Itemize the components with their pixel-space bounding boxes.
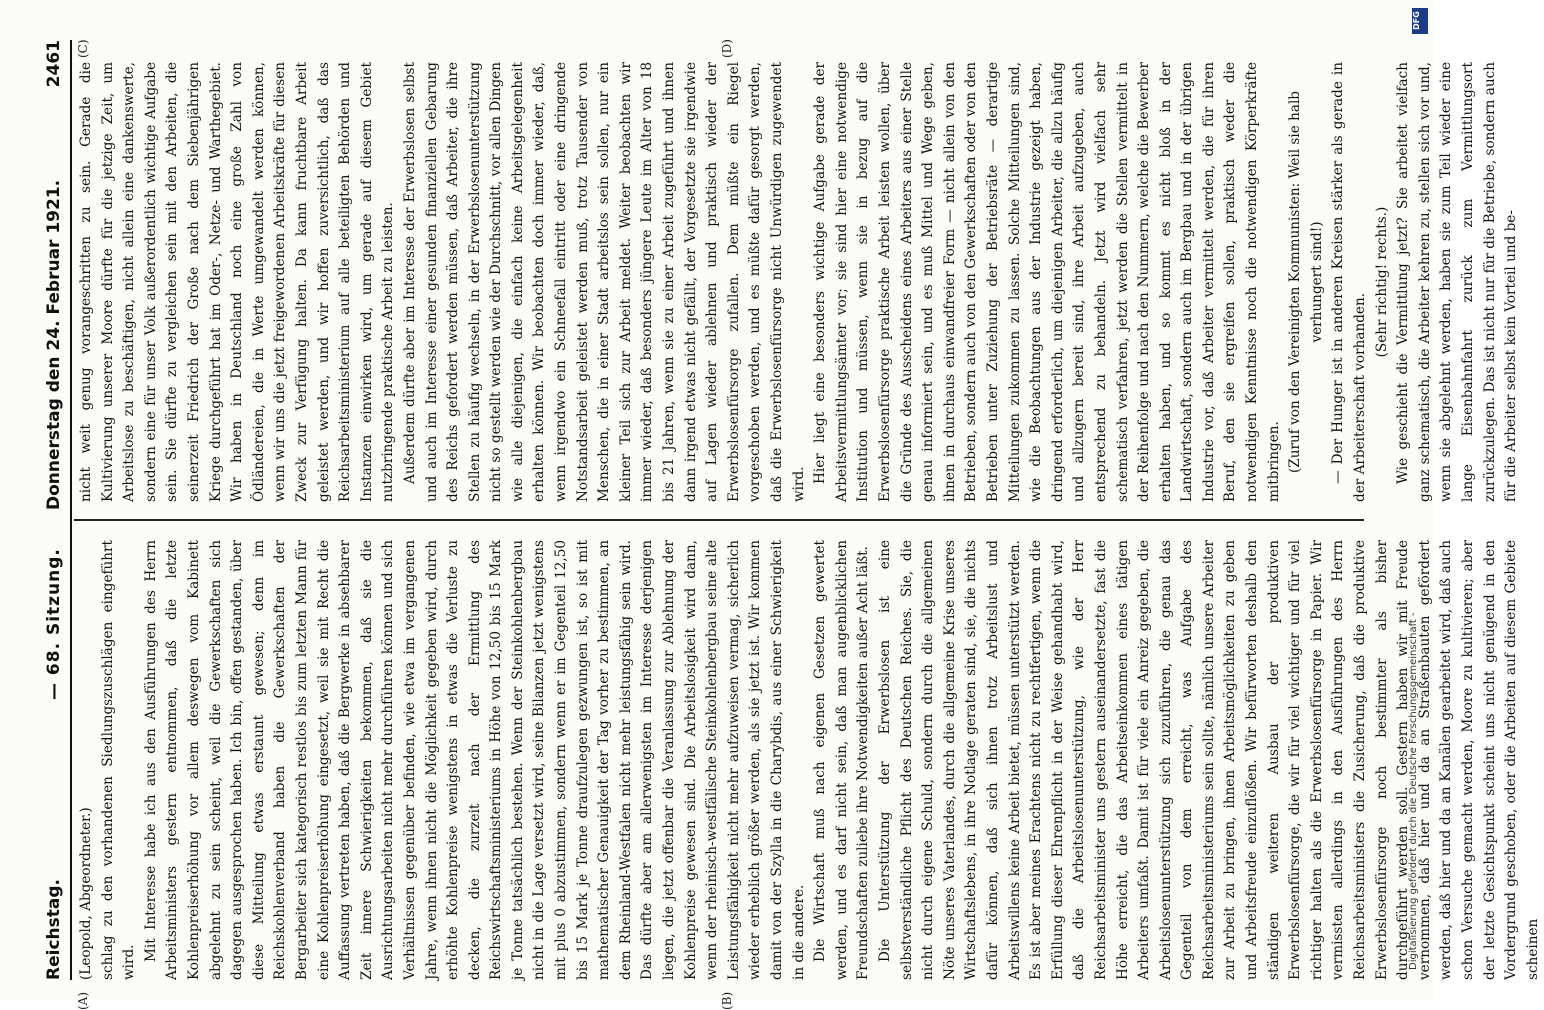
column-divider [74,519,1364,521]
header-left: Reichstag. [44,879,64,980]
page-number: 2461 [44,40,64,88]
margin-label-c: (C) [76,39,90,58]
page-header [40,40,72,980]
interjection: (Zuruf von den Vereinigten Kommunisten: Weil sie halb verhungert sind!) [1287,90,1325,474]
header-date: Donnerstag den 24. Februar 1921. [44,179,64,510]
speaker-note: (Leopold, Abgeordneter.) [78,807,94,980]
paragraph: nicht weit genug vorangeschritten zu sein. Gerade die Kultivierung unserer Moore dürfte für die jetzige Zeit, um Arbeitslose zu beschäftigen, nicht allein eine dankenswerte, sondern eine für unser Volk außerordentlich wichtige Aufgabe sein. Sie dürfte zu vergleichen sein mit den Arbeiten, die seinerzeit Friedrich der Große nach dem Siebenjährigen Kriege durchgeführt hat im Oder-, Netze- und Warthegebiet. Wir haben in Deutschland noch eine große Zahl von Ödländereien, die in Werte umgewandelt werden können, wenn wir uns die jetzt freigewordenen Arbeitskräfte für diesen Zweck zur Verfügung halten. Da kann fruchtbare Arbeit geleistet werden, und wir hoffen zuversichtlich, daß das Reichsarbeitsministerium auf alle beteiligten Behörden und Instanzen einwirken wird, um gerade auf diesem Gebiet nutzbringende praktische Arbeit zu leisten. [78,62,397,502]
paragraph: — Der Hunger ist in anderen Kreisen stärker als gerade in der Arbeiterschaft vorhanden. [1330,62,1369,502]
margin-label-d: (D) [720,39,734,58]
margin-label-a: (A) [76,991,90,1010]
right-column [76,62,1520,502]
paragraph: Wie geschieht die Vermittlung jetzt? Sie arbeitet vielfach ganz schematisch, die Arbeiter kehren zu, stellen sich vor und, wenn sie abgelehnt werden, haben sie zum Teil wieder eine lange Eisenbahnfahrt zurück zum Vermittlungsort zurückzulegen. Das ist nicht nur für die Betriebe, sondern auch für die Arbeiter selbst kein Vorteil und be- [1395,62,1520,502]
digitization-text: Digitalisierung gefördert durch die Deutsche Forschungsgemeinschaft - [1408,612,1419,970]
paragraph: Hier liegt eine besonders wichtige Aufgabe gerade der Arbeitsvermittlungsämter vor; sie sind hier eine notwendige Institution und müssen, wenn sie in bezug auf die Erwerbslosenfürsorge praktische Arbeit leisten wollen, über die Gründe des Ausscheidens eines Arbeiters aus einer Stelle genau informiert sein, und es muß Mittel und Wege geben, ihnen in durchaus einwandfreier Form — nicht allein von den Betrieben, sondern auch von den Gewerkschaften oder von den Betrieben unter Zuziehung der Betriebsräte — derartige Mitteilungen zukommen zu lassen. Solche Mitteilungen sind, wie die Beobachtungen aus der Industrie gezeigt haben, dringend erforderlich, um diejenigen Arbeiter, die allzu häufig und allzugern bereit sind, ihre Arbeit aufzugeben, auch entsprechend zu behandeln. Jetzt wird vielfach sehr schematisch verfahren, jetzt werden die Stellen vermittelt in der Reihenfolge und nach den Nummern, welche die Bewerber erhalten haben, und so kommt es nicht bloß in der Landwirtschaft, sondern auch im Bergbau und in der übrigen Industrie vor, daß Arbeiter vermittelt werden, die für ihren Beruf, den sie ergreifen sollen, praktisch weder die notwendigen Kenntnisse noch die notwendigen Körperkräfte mitbringen. [812,62,1282,502]
paragraph: schlag zu den vorhandenen Siedlungszuschlägen eingeführt wird. [99,540,138,980]
digitization-note [1408,30,1428,970]
margin-label-b: (B) [720,991,734,1010]
dfg-logo-text: DFG [1411,11,1421,30]
header-session: — 68. Sitzung. [44,548,64,700]
interjection: (Sehr richtig! rechts.) [1373,206,1390,358]
paragraph: Die Wirtschaft muß nach eigenen Gesetzen gewertet werden, und es darf nicht sein, daß man augenblicklichen Freundschaften zuliebe ihre Notwendigkeiten außer Acht läßt. [812,540,872,980]
paragraph: Außerdem dürfte aber im Interesse der Erwerbslosen selbst und auch im Interesse einer gesunden finanziellen Gebarung des Reichs gefordert werden müssen, daß Arbeiter, die ihre Stellen zu häufig wechseln, in der Erwerbslosenunterstützung nicht so gestellt werden wie der Durchschnitt, vor allen Dingen wie alle diejenigen, die einfach keine Arbeitsgelegenheit erhalten können. Wir beobachten doch immer wieder, daß, wenn irgendwo ein Schneefall eintritt oder eine dringende Notstandsarbeit geleistet werden muß, trotz Tausender von Menschen, die in einer Stadt arbeitslos sein sollen, nur ein kleiner Teil sich zur Arbeit meldet. Weiter beobachten wir immer wieder, daß besonders jüngere Leute im Alter von 18 bis 21 Jahren, wenn sie zu einer Arbeit zugeführt und ihnen dann irgend etwas nicht gefällt, der Vorgesetzte sie irgendwie auf Lagen wieder ablehnen und praktisch wieder der Erwerbslosenfürsorge zufallen. Dem müßte ein Riegel vorgeschoben werden, und es müßte dafür gesorgt werden, daß die Erwerbslosenfürsorge nicht Unwürdigen zugewendet wird. [401,62,807,502]
paragraph: Mit Interesse habe ich aus den Ausführungen des Herrn Arbeitsministers gestern entnommen, daß die letzte Kohlenpreiserhöhung vor allem deswegen vom Kabinett abgelehnt zu sein scheint, weil die Gewerkschaften sich dagegen ausgesprochen haben. Ich bin, offen gestanden, über diese Mitteilung etwas erstaunt gewesen; denn im Reichskohlenverband haben die Gewerkschaften der Bergarbeiter sich kategorisch restlos bis zum letzten Mann für eine Kohlenpreiserhöhung eingesetzt, weil sie mit Recht die Auffassung vertreten haben, daß die Bergwerke in absehbarer Zeit innere Schwierigkeiten bekommen, daß sie die Ausrichtungsarbeiten nicht mehr durchführen können und sich Verhältnissen gegenüber befinden, wie etwa im vergangenen Jahre, wenn ihnen nicht die Möglichkeit gegeben wird, durch erhöhte Kohlenpreise wenigstens in etwas die Verluste zu decken, die zurzeit nach der Ermittlung des Reichswirtschaftsministeriums in Höhe von 12,50 bis 15 Mark je Tonne tatsächlich bestehen. Wenn der Steinkohlenbergbau nicht in die Lage versetzt wird, seine Bilanzen jetzt wenigstens mit plus 0 abzustimmen, sondern wenn er im Gegenteil 12,50 bis 15 Mark je Tonne draufzulegen gezwungen ist, so ist mit mathematischer Genauigkeit der Tag vorher zu bestimmen, an dem Rheinland-Westfalen nicht mehr leistungsfähig sein wird. Das dürfte aber am allerwenigsten im Interesse derjenigen liegen, die jetzt offenbar die Veranlassung zur Ablehnung der Kohlenpreise gewesen sind. Die Arbeitslosigkeit wird dann, wenn der rheinisch-westfälische Steinkohlenbergbau seine alte Leistungsfähigkeit nicht mehr aufzuweisen vermag, sicherlich wieder erheblich größer werden, als sie jetzt ist. Wir kommen damit von der Szylla in die Charybdis, aus einer Schwierigkeit in die andere. [142,540,807,980]
paragraph: Die Unterstützung der Erwerbslosen ist eine selbstverständliche Pflicht des Deutschen Reiches. Sie, die nicht durch eigene Schuld, sondern durch die allgemeinen Nöte unseres Vaterlandes, durch die allgemeine Krise unseres Wirtschaftslebens, in ihre Notlage geraten sind, sie, die nichts dafür können, daß sich ihnen trotz Arbeitslust und Arbeitswillens keine Arbeit bietet, müssen unterstützt werden. Es ist aber meines Erachtens nicht zu rechtfertigen, wenn die Erfüllung dieser Ehrenpflicht in der Weise gehandhabt wird, daß die Arbeitslosenunterstützung, wie der Herr Reichsarbeitsminister uns gestern auseinandersetzte, fast die Höhe erreicht, die das Arbeitseinkommen eines tätigen Arbeiters umfaßt. Damit ist für viele ein Anreiz gegeben, die Arbeitslosenunterstützung sich zuzuführen, die genau das Gegenteil von dem erreicht, was Aufgabe des Reichsarbeitsministeriums sein sollte, nämlich unsere Arbeiter zur Arbeit zu bringen, ihnen Arbeitsmöglichkeiten zu geben und Arbeitsfreude einzuflößen. Wir befürworten deshalb den ständigen weiteren Ausbau der produktiven Erwerbslosenfürsorge, die wir für viel wichtiger und für viel richtiger halten als die Erwerbslosenfürsorge in Papier. Wir vermissten allerdings in den Ausführungen des Herrn Reichsarbeitsministers die Zusicherung, daß die produktive Erwerbslosenfürsorge noch bestimmter als bisher durchgeführt werden soll. Gestern haben wir mit Freude vernommen, daß hier und da an Straßenbauten gefördert werden, daß hier und da an Kanälen gearbeitet wird, daß auch schon Versuche gemacht werden, Moore zu kultivieren; aber der letzte Gesichtspunkt scheint uns nicht genügend in den Vordergrund geschoben, oder die Arbeiten auf diesem Gebiete scheinen [876,540,1541,980]
